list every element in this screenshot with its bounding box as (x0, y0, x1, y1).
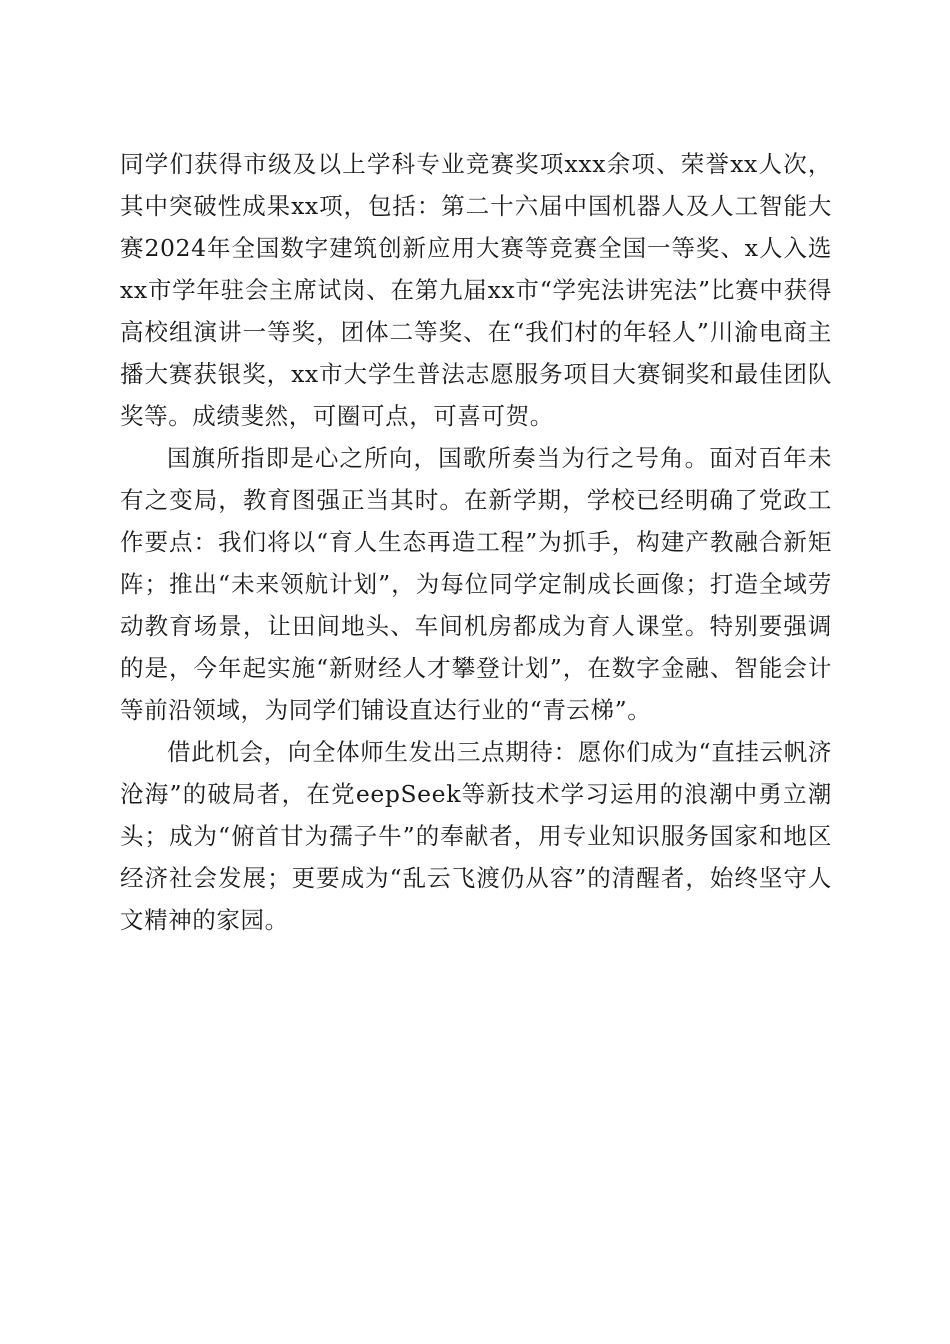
paragraph-achievements: 同学们获得市级及以上学科专业竞赛奖项xxx余项、荣誉xx人次，其中突破性成果xx项，包括：第二十六届中国机器人及人工智能大赛2024年全国数字建筑创新应用大赛等竞赛全国一等奖、x人入选xx市学年驻会主席试岗、在第九届xx市“学宪法讲宪法”比赛中获得高校组演讲一等奖，团体二等奖、在“我们村的年轻人”川渝电商主播大赛获银奖，xx市大学生普法志愿服务项目大赛铜奖和最佳团队奖等。成绩斐然，可圈可点，可喜可贺。 (120, 150, 832, 430)
paragraph-expectations: 借此机会，向全体师生发出三点期待：愿你们成为“直挂云帆济沧海”的破局者，在党eepSeek等新技术学习运用的浪潮中勇立潮头；成为“俯首甘为孺子牛”的奉献者，用专业知识服务国家和地区经济社会发展；更要成为“乱云飞渡仍从容”的清醒者，始终坚守人文精神的家园。 (120, 738, 832, 934)
document-body (120, 143, 832, 941)
paragraph-new-semester: 国旗所指即是心之所向，国歌所奏当为行之号角。面对百年未有之变局，教育图强正当其时。在新学期，学校已经明确了党政工作要点：我们将以“育人生态再造工程”为抓手，构建产教融合新矩阵；推出“未来领航计划”，为每位同学定制成长画像；打造全域劳动教育场景，让田间地头、车间机房都成为育人课堂。特别要强调的是，今年起实施“新财经人才攀登计划”，在数字金融、智能会计等前沿领域，为同学们铺设直达行业的“青云梯”。 (120, 444, 832, 724)
